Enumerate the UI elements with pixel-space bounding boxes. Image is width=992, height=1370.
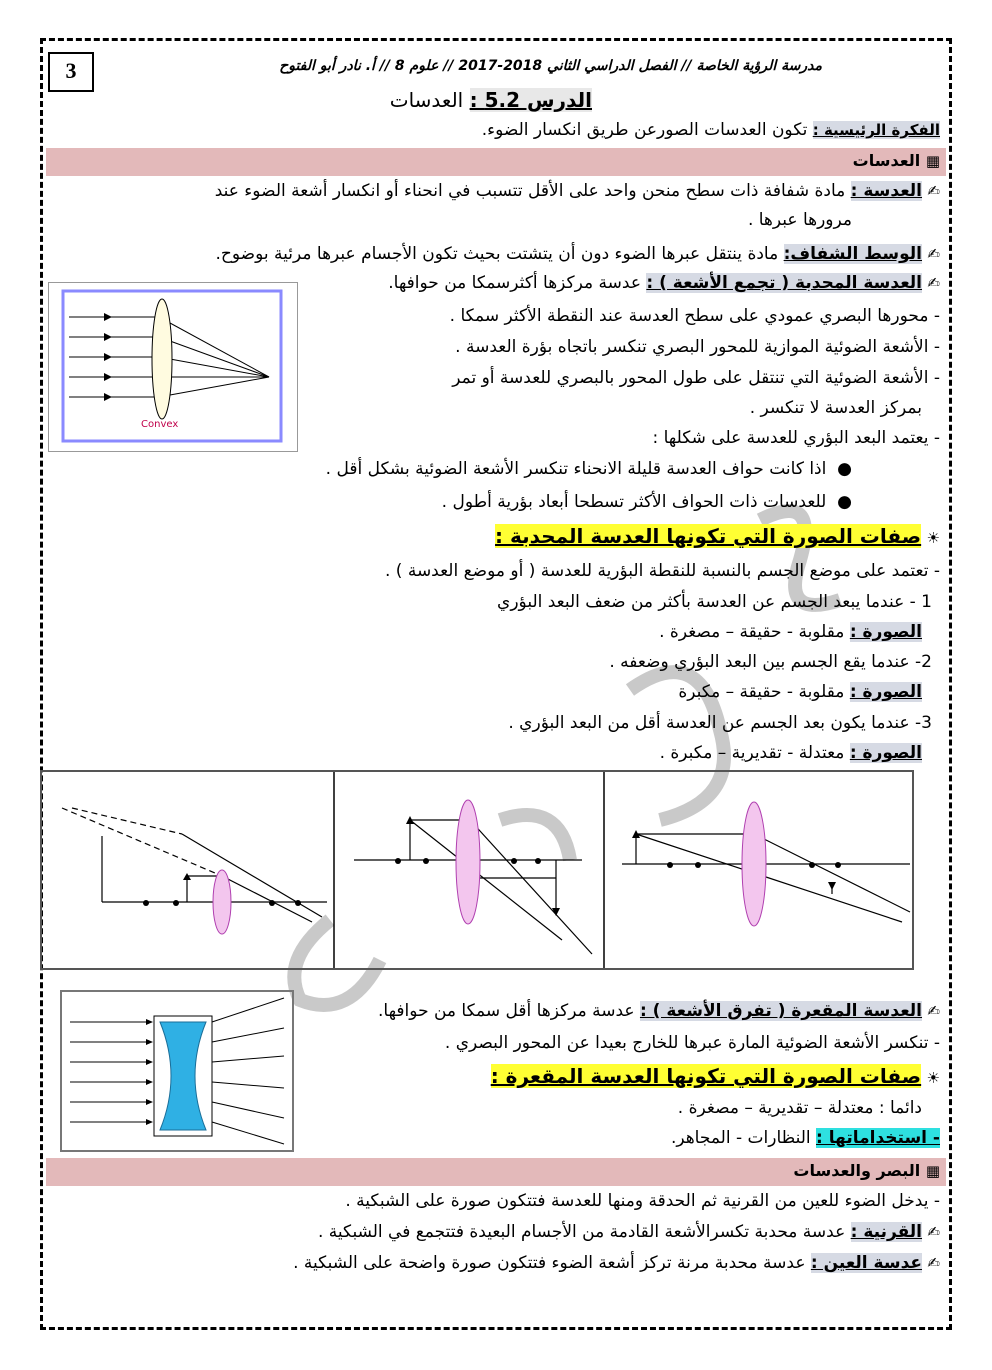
ray-diagrams-svg: [42, 772, 912, 968]
section-band-lenses: [46, 148, 946, 176]
section-vision: [793, 1161, 940, 1180]
lesson-label: الدرس 5.2 :: [469, 88, 592, 112]
case-2-condition: 2- عندما يقع الجسم بين البعد البؤري وضعفه .: [609, 652, 932, 672]
page-header: مدرسة الرؤية الخاصة // الفصل الدراسي الثاني 2018-2017 // علوم 8 // أ. نادر أبو الفتوح: [279, 58, 822, 74]
case-3-condition: 3- عندما يكون بعد الجسم عن العدسة أقل من البعد البؤري .: [508, 713, 932, 733]
concave-images-title: [491, 1064, 940, 1088]
convex-point-2: - الأشعة الضوئية الموازية للمحور البصري تنكسر باتجاه بؤرة العدسة .: [455, 337, 940, 357]
concave-point: - تنكسر الأشعة الضوئية المارة عبرها للخارج بعيدا عن المحور البصري .: [444, 1033, 940, 1053]
pen-icon: ✍: [927, 274, 940, 292]
case-1-result: [659, 622, 922, 642]
convex-bullet-2: [442, 492, 852, 512]
concave-diagram: [62, 992, 292, 1150]
pen-icon: ✍: [927, 1002, 940, 1020]
case-3-result: [660, 743, 922, 763]
concave-label: العدسة المقعرة ( تفرق الأشعة ) :: [639, 1001, 923, 1021]
convex-images-title: [495, 524, 940, 548]
convex-images-heading: صفات الصورة التي تكونها العدسة المحدبة :: [495, 524, 922, 548]
eye-lens-def: [293, 1253, 940, 1273]
cornea-text: عدسة محدبة تكسرالأشعة القادمة من الأجسام البعيدة فتتجمع في الشبكية .: [318, 1222, 846, 1242]
convex-images-intro: - تعتمد على موضع الجسم بالنسبة للنقطة البؤرية للعدسة ( أو موضع العدسة ) .: [384, 561, 940, 581]
eye-lens-label: عدسة العين :: [810, 1253, 923, 1273]
uses-label: - استخداماتها :: [816, 1128, 940, 1148]
concave-images-props: دائما : معتدلة – تقديرية – مصغرة .: [677, 1098, 922, 1118]
concave-figure: [60, 990, 294, 1152]
image-label: الصورة :: [849, 743, 922, 763]
convex-point-3-cont: بمركز العدسة لا تنكسر .: [749, 398, 922, 418]
cornea-label: القرنية :: [850, 1222, 923, 1242]
section-lenses-title: العدسات: [852, 151, 921, 170]
pen-icon: ✍: [927, 182, 940, 200]
convex-bullet-1: [326, 459, 852, 479]
uses-text: النظارات - المجاهر.: [670, 1128, 811, 1148]
convex-figure-label: Convex: [141, 419, 179, 430]
lens-def-cont: مرورها عبرها .: [747, 210, 852, 230]
bullet-dot: ●: [826, 459, 852, 479]
transparent-text: مادة ينتقل عبرها الضوء دون أن يتشتت بحيث تكون الأجسام عبرها مرئية بوضوح.: [215, 244, 779, 264]
ray-diagrams: [40, 770, 914, 970]
image-label: الصورة :: [849, 622, 922, 642]
lens-label: العدسة :: [850, 181, 923, 201]
image-props: معتدلة - تقديرية – مكبرة .: [659, 743, 845, 763]
pen-icon: ✍: [927, 245, 940, 263]
lens-def-text: مادة شفافة ذات سطح منحن واحد على الأقل تتسبب في انحناء أو انكسار أشعة الضوء عند: [214, 181, 846, 201]
convex-point-4: - يعتمد البعد البؤري للعدسة على شكلها :: [652, 428, 940, 448]
main-idea-label: الفكرة الرئيسية :: [812, 121, 940, 139]
table-icon: ▦: [925, 1162, 940, 1180]
lesson-name: العدسات: [389, 88, 464, 112]
pen-icon: ✍: [927, 1254, 940, 1272]
transparent-medium: [216, 244, 940, 264]
image-label: الصورة :: [849, 682, 922, 702]
section-lenses: [853, 151, 940, 170]
concave-lens-def: [378, 1001, 940, 1021]
bulb-icon: ☀: [926, 1069, 940, 1087]
main-idea-text: تكون العدسات الصورعن طريق انكسار الضوء.: [481, 120, 808, 140]
eye-lens-text: عدسة محدبة مرنة تركز أشعة الضوء فتتكون صورة واضحة على الشبكية .: [293, 1253, 806, 1273]
page-number: 3: [48, 52, 94, 92]
lens-definition: [215, 181, 940, 201]
convex-lens-def: [388, 273, 940, 293]
case-1-condition: 1 - عندما يبعد الجسم عن العدسة بأكثر من ضعف البعد البؤري: [497, 592, 932, 612]
bulb-icon: ☀: [926, 529, 940, 547]
convex-diagram: [49, 283, 297, 451]
concave-def: عدسة مركزها أقل سمكا من حوافها.: [378, 1001, 635, 1021]
convex-figure: [48, 282, 298, 452]
table-icon: ▦: [925, 152, 940, 170]
convex-point-3: - الأشعة الضوئية التي تنتقل على طول المحور بالبصري للعدسة أو تمر: [452, 368, 940, 388]
case-2-result: [678, 682, 922, 702]
cornea-def: [318, 1222, 940, 1242]
convex-point-1: - محورها البصري عمودي على سطح العدسة عند النقطة الأكثر سمكا .: [449, 306, 940, 326]
lesson-title: [390, 88, 592, 112]
convex-bullet-2-text: للعدسات ذات الحواف الأكثر تسطحا أبعاد بؤرية أطول .: [441, 492, 827, 512]
pen-icon: ✍: [927, 1223, 940, 1241]
convex-bullet-1-text: اذا كانت حواف العدسة قليلة الانحناء تنكسر الأشعة الضوئية بشكل أقل .: [325, 459, 827, 479]
image-props: مقلوبة - حقيقة – مكبرة: [678, 682, 845, 702]
vision-intro: - يدخل الضوء للعين من القرنية ثم الحدقة ومنها للعدسة فتتكون صورة على الشبكية .: [345, 1191, 940, 1211]
convex-label: العدسة المحدبة ( تجمع الأشعة ) :: [646, 273, 923, 293]
transparent-label: الوسط الشفاف:: [783, 244, 923, 264]
concave-images-heading: صفات الصورة التي تكونها العدسة المقعرة :: [490, 1064, 922, 1088]
image-props: مقلوبة - حقيقة – مصغرة .: [659, 622, 845, 642]
main-idea: [482, 120, 940, 140]
convex-def: عدسة مركزها أكثرسمكا من حوافها.: [388, 273, 641, 293]
bullet-dot: ●: [826, 492, 852, 512]
concave-uses: [671, 1128, 940, 1148]
section-vision-title: البصر والعدسات: [793, 1161, 921, 1180]
